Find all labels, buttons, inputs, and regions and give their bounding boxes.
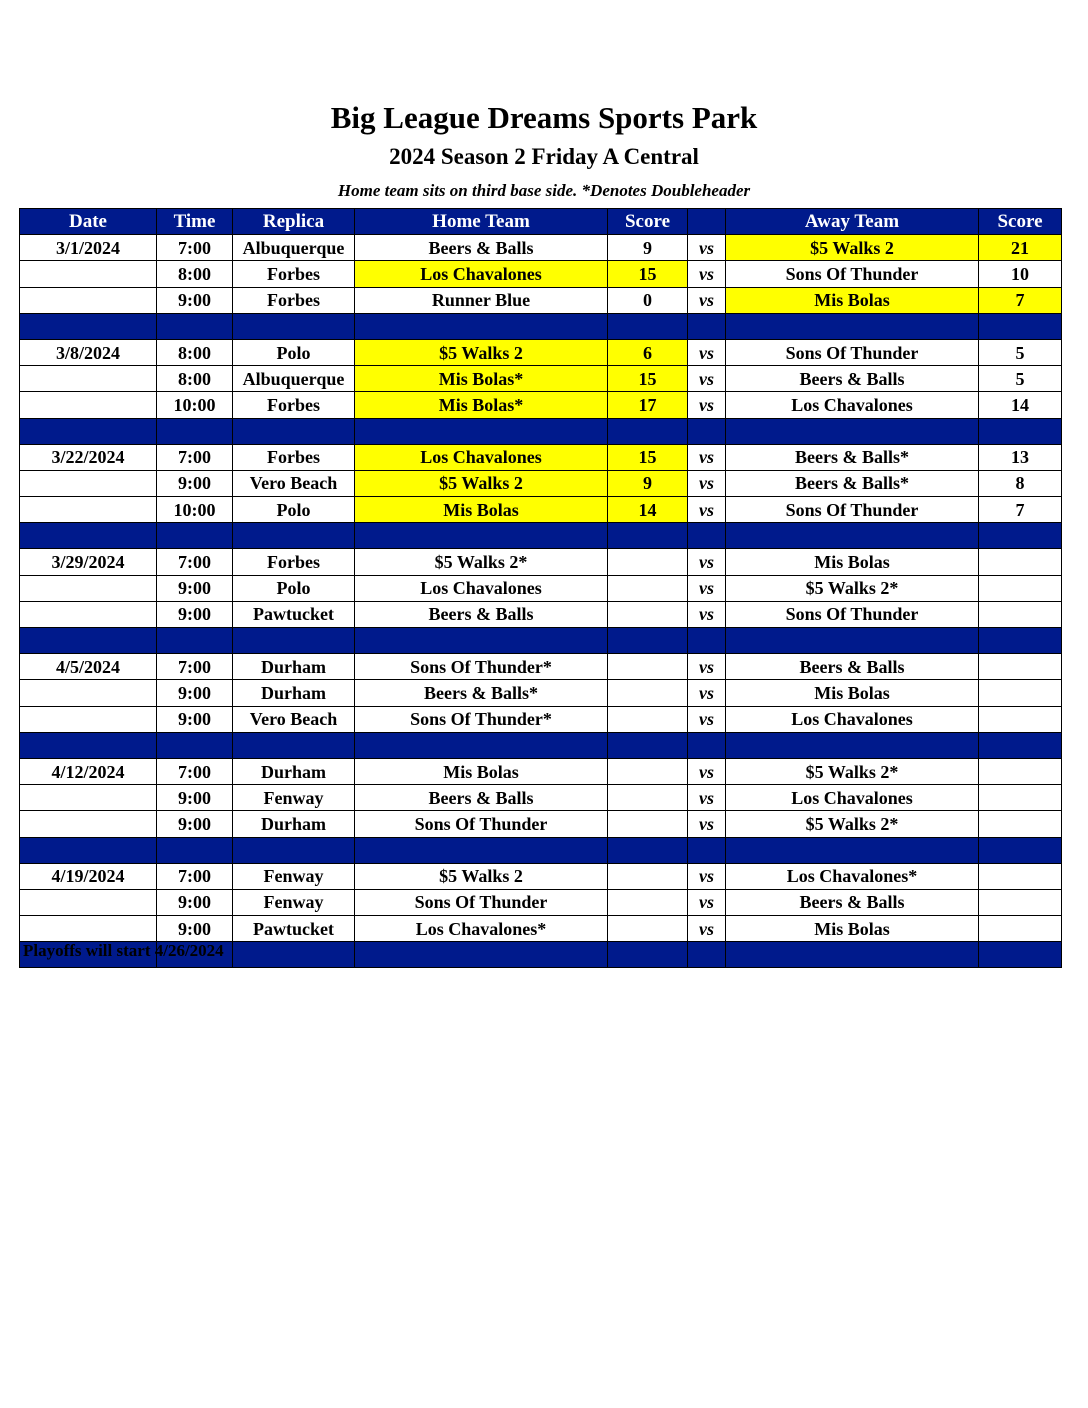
game-time: 8:00 xyxy=(157,366,233,392)
away-team: Beers & Balls xyxy=(726,366,979,392)
home-team: Mis Bolas* xyxy=(355,366,608,392)
home-score xyxy=(608,758,688,784)
game-date xyxy=(20,889,157,915)
home-team: Los Chavalones* xyxy=(355,916,608,942)
separator-cell xyxy=(233,418,355,444)
home-team: Mis Bolas xyxy=(355,758,608,784)
separator-cell xyxy=(726,837,979,863)
game-date: 3/8/2024 xyxy=(20,339,157,365)
home-team: Sons Of Thunder xyxy=(355,811,608,837)
game-row xyxy=(20,339,1062,365)
week-separator-row xyxy=(20,732,1062,758)
away-team: Beers & Balls* xyxy=(726,470,979,496)
separator-cell xyxy=(233,942,355,968)
game-row xyxy=(20,366,1062,392)
separator-cell xyxy=(726,732,979,758)
game-time: 7:00 xyxy=(157,549,233,575)
separator-cell xyxy=(608,942,688,968)
separator-cell xyxy=(726,942,979,968)
game-replica: Forbes xyxy=(233,287,355,313)
separator-cell xyxy=(979,418,1062,444)
game-replica: Albuquerque xyxy=(233,235,355,261)
separator-cell xyxy=(688,523,726,549)
game-replica: Durham xyxy=(233,758,355,784)
separator-cell xyxy=(726,313,979,339)
home-team: Beers & Balls* xyxy=(355,680,608,706)
home-score xyxy=(608,785,688,811)
away-score: 8 xyxy=(979,470,1062,496)
away-score xyxy=(979,706,1062,732)
away-team: Los Chavalones* xyxy=(726,863,979,889)
vs-label: vs xyxy=(688,339,726,365)
home-score xyxy=(608,575,688,601)
separator-cell xyxy=(20,837,157,863)
game-row xyxy=(20,392,1062,418)
away-team: Beers & Balls* xyxy=(726,444,979,470)
week-separator-row xyxy=(20,313,1062,339)
game-row xyxy=(20,706,1062,732)
separator-cell xyxy=(608,313,688,339)
home-team: Sons Of Thunder* xyxy=(355,706,608,732)
separator-cell xyxy=(688,418,726,444)
home-score xyxy=(608,706,688,732)
vs-label: vs xyxy=(688,261,726,287)
separator-cell xyxy=(979,523,1062,549)
away-team: Beers & Balls xyxy=(726,654,979,680)
away-score xyxy=(979,758,1062,784)
home-score: 0 xyxy=(608,287,688,313)
separator-cell xyxy=(20,732,157,758)
home-score xyxy=(608,654,688,680)
separator-cell xyxy=(157,418,233,444)
game-replica: Polo xyxy=(233,575,355,601)
game-replica: Durham xyxy=(233,680,355,706)
separator-cell xyxy=(608,523,688,549)
game-time: 10:00 xyxy=(157,392,233,418)
game-replica: Fenway xyxy=(233,889,355,915)
separator-cell xyxy=(688,732,726,758)
away-score xyxy=(979,549,1062,575)
separator-cell xyxy=(355,418,608,444)
separator-cell xyxy=(157,628,233,654)
game-row xyxy=(20,287,1062,313)
game-date xyxy=(20,680,157,706)
home-team: $5 Walks 2 xyxy=(355,470,608,496)
separator-cell xyxy=(688,313,726,339)
home-team: $5 Walks 2 xyxy=(355,339,608,365)
home-score: 15 xyxy=(608,261,688,287)
separator-cell xyxy=(726,418,979,444)
game-row xyxy=(20,444,1062,470)
separator-cell xyxy=(688,628,726,654)
separator-cell xyxy=(979,942,1062,968)
game-replica: Pawtucket xyxy=(233,601,355,627)
vs-label: vs xyxy=(688,601,726,627)
schedule-body xyxy=(20,235,1062,968)
separator-cell xyxy=(688,837,726,863)
separator-cell xyxy=(20,418,157,444)
game-row xyxy=(20,811,1062,837)
home-score: 14 xyxy=(608,497,688,523)
vs-label: vs xyxy=(688,811,726,837)
vs-label: vs xyxy=(688,287,726,313)
away-score: 21 xyxy=(979,235,1062,261)
game-date: 3/22/2024 xyxy=(20,444,157,470)
week-separator-row xyxy=(20,418,1062,444)
separator-cell xyxy=(608,837,688,863)
away-score: 5 xyxy=(979,339,1062,365)
home-score: 15 xyxy=(608,366,688,392)
away-score: 5 xyxy=(979,366,1062,392)
game-time: 9:00 xyxy=(157,889,233,915)
away-team: $5 Walks 2* xyxy=(726,575,979,601)
away-team: $5 Walks 2* xyxy=(726,758,979,784)
game-replica: Vero Beach xyxy=(233,706,355,732)
away-team: Sons Of Thunder xyxy=(726,261,979,287)
away-score xyxy=(979,680,1062,706)
vs-label: vs xyxy=(688,863,726,889)
away-team: Sons Of Thunder xyxy=(726,601,979,627)
away-score: 10 xyxy=(979,261,1062,287)
separator-cell xyxy=(355,942,608,968)
game-date xyxy=(20,811,157,837)
game-date xyxy=(20,392,157,418)
col-header-away-team: Away Team xyxy=(726,209,979,235)
separator-cell xyxy=(979,628,1062,654)
game-row xyxy=(20,470,1062,496)
away-score xyxy=(979,863,1062,889)
away-team: Mis Bolas xyxy=(726,287,979,313)
game-row xyxy=(20,889,1062,915)
separator-cell xyxy=(20,313,157,339)
vs-label: vs xyxy=(688,916,726,942)
home-score xyxy=(608,863,688,889)
home-team: Mis Bolas xyxy=(355,497,608,523)
away-score xyxy=(979,916,1062,942)
game-date xyxy=(20,497,157,523)
game-time: 10:00 xyxy=(157,497,233,523)
game-time: 9:00 xyxy=(157,706,233,732)
vs-label: vs xyxy=(688,392,726,418)
home-score xyxy=(608,916,688,942)
away-team: Mis Bolas xyxy=(726,549,979,575)
home-score xyxy=(608,889,688,915)
game-date: 3/29/2024 xyxy=(20,549,157,575)
game-replica: Polo xyxy=(233,339,355,365)
separator-cell xyxy=(20,523,157,549)
col-header-time: Time xyxy=(157,209,233,235)
separator-cell xyxy=(20,628,157,654)
game-date xyxy=(20,601,157,627)
home-team: $5 Walks 2 xyxy=(355,863,608,889)
vs-label: vs xyxy=(688,497,726,523)
home-score: 9 xyxy=(608,470,688,496)
vs-label: vs xyxy=(688,758,726,784)
game-row xyxy=(20,549,1062,575)
col-header-vs xyxy=(688,209,726,235)
vs-label: vs xyxy=(688,680,726,706)
game-date xyxy=(20,366,157,392)
separator-cell xyxy=(355,628,608,654)
game-time: 9:00 xyxy=(157,287,233,313)
home-score: 9 xyxy=(608,235,688,261)
game-row xyxy=(20,758,1062,784)
home-score: 6 xyxy=(608,339,688,365)
away-score xyxy=(979,601,1062,627)
game-time: 7:00 xyxy=(157,863,233,889)
away-score xyxy=(979,785,1062,811)
home-score: 15 xyxy=(608,444,688,470)
home-team: Sons Of Thunder xyxy=(355,889,608,915)
game-replica: Pawtucket xyxy=(233,916,355,942)
game-time: 9:00 xyxy=(157,601,233,627)
separator-cell xyxy=(979,837,1062,863)
home-team: Beers & Balls xyxy=(355,601,608,627)
game-replica: Forbes xyxy=(233,549,355,575)
game-row xyxy=(20,575,1062,601)
home-score: 17 xyxy=(608,392,688,418)
home-team: Runner Blue xyxy=(355,287,608,313)
away-score: 14 xyxy=(979,392,1062,418)
game-date xyxy=(20,706,157,732)
away-score xyxy=(979,811,1062,837)
vs-label: vs xyxy=(688,785,726,811)
separator-cell xyxy=(608,418,688,444)
separator-cell xyxy=(355,313,608,339)
game-date: 4/19/2024 xyxy=(20,863,157,889)
game-row xyxy=(20,680,1062,706)
game-time: 7:00 xyxy=(157,758,233,784)
separator-cell xyxy=(233,628,355,654)
away-score xyxy=(979,575,1062,601)
game-date xyxy=(20,785,157,811)
vs-label: vs xyxy=(688,575,726,601)
schedule-table xyxy=(19,208,1062,968)
game-time: 7:00 xyxy=(157,235,233,261)
game-replica: Durham xyxy=(233,811,355,837)
vs-label: vs xyxy=(688,654,726,680)
game-row xyxy=(20,654,1062,680)
game-time: 9:00 xyxy=(157,916,233,942)
schedule-note: Home team sits on third base side. *Denotes Doubleheader xyxy=(337,181,751,200)
away-team: Mis Bolas xyxy=(726,916,979,942)
game-row xyxy=(20,863,1062,889)
game-replica: Durham xyxy=(233,654,355,680)
game-time: 7:00 xyxy=(157,444,233,470)
page-title: Big League Dreams Sports Park xyxy=(330,100,758,135)
col-header-home-team: Home Team xyxy=(355,209,608,235)
vs-label: vs xyxy=(688,470,726,496)
game-date: 4/12/2024 xyxy=(20,758,157,784)
game-replica: Forbes xyxy=(233,261,355,287)
game-row xyxy=(20,497,1062,523)
week-separator-row xyxy=(20,837,1062,863)
separator-cell xyxy=(157,837,233,863)
separator-cell xyxy=(608,628,688,654)
separator-cell xyxy=(688,942,726,968)
home-team: Los Chavalones xyxy=(355,575,608,601)
vs-label: vs xyxy=(688,366,726,392)
vs-label: vs xyxy=(688,549,726,575)
home-team: Los Chavalones xyxy=(355,261,608,287)
home-team: $5 Walks 2* xyxy=(355,549,608,575)
home-team: Beers & Balls xyxy=(355,785,608,811)
separator-cell xyxy=(157,732,233,758)
game-row xyxy=(20,235,1062,261)
game-time: 9:00 xyxy=(157,470,233,496)
week-separator-row xyxy=(20,523,1062,549)
vs-label: vs xyxy=(688,706,726,732)
away-team: $5 Walks 2 xyxy=(726,235,979,261)
away-team: $5 Walks 2* xyxy=(726,811,979,837)
home-team: Sons Of Thunder* xyxy=(355,654,608,680)
game-replica: Fenway xyxy=(233,785,355,811)
away-score: 7 xyxy=(979,497,1062,523)
away-team: Los Chavalones xyxy=(726,392,979,418)
home-score xyxy=(608,549,688,575)
game-replica: Vero Beach xyxy=(233,470,355,496)
away-score xyxy=(979,889,1062,915)
game-time: 9:00 xyxy=(157,785,233,811)
game-replica: Forbes xyxy=(233,444,355,470)
game-row xyxy=(20,916,1062,942)
game-time: 9:00 xyxy=(157,575,233,601)
header-row xyxy=(20,209,1062,235)
week-separator-row xyxy=(20,628,1062,654)
away-score xyxy=(979,654,1062,680)
home-score xyxy=(608,601,688,627)
game-row xyxy=(20,785,1062,811)
home-score xyxy=(608,680,688,706)
separator-cell xyxy=(233,837,355,863)
game-time: 9:00 xyxy=(157,680,233,706)
col-header-date: Date xyxy=(20,209,157,235)
game-time: 8:00 xyxy=(157,339,233,365)
game-replica: Albuquerque xyxy=(233,366,355,392)
game-date: 3/1/2024 xyxy=(20,235,157,261)
col-header-replica: Replica xyxy=(233,209,355,235)
separator-cell xyxy=(233,523,355,549)
separator-cell xyxy=(979,732,1062,758)
away-team: Sons Of Thunder xyxy=(726,497,979,523)
separator-cell xyxy=(233,313,355,339)
away-team: Los Chavalones xyxy=(726,785,979,811)
game-date xyxy=(20,470,157,496)
game-replica: Polo xyxy=(233,497,355,523)
game-time: 8:00 xyxy=(157,261,233,287)
game-row xyxy=(20,261,1062,287)
away-team: Sons Of Thunder xyxy=(726,339,979,365)
game-date: 4/5/2024 xyxy=(20,654,157,680)
col-header-away-score: Score xyxy=(979,209,1062,235)
playoffs-note: Playoffs will start 4/26/2024 xyxy=(23,941,224,960)
separator-cell xyxy=(355,837,608,863)
home-team: Beers & Balls xyxy=(355,235,608,261)
away-team: Beers & Balls xyxy=(726,889,979,915)
away-team: Los Chavalones xyxy=(726,706,979,732)
separator-cell xyxy=(233,732,355,758)
separator-cell xyxy=(979,313,1062,339)
game-date xyxy=(20,261,157,287)
separator-cell xyxy=(157,313,233,339)
game-row xyxy=(20,601,1062,627)
separator-cell xyxy=(726,628,979,654)
game-time: 7:00 xyxy=(157,654,233,680)
home-score xyxy=(608,811,688,837)
separator-cell xyxy=(608,732,688,758)
game-replica: Fenway xyxy=(233,863,355,889)
vs-label: vs xyxy=(688,235,726,261)
game-date xyxy=(20,575,157,601)
separator-cell xyxy=(355,732,608,758)
home-team: Mis Bolas* xyxy=(355,392,608,418)
vs-label: vs xyxy=(688,889,726,915)
page-subtitle: 2024 Season 2 Friday A Central xyxy=(389,144,699,169)
home-team: Los Chavalones xyxy=(355,444,608,470)
separator-cell xyxy=(355,523,608,549)
away-score: 13 xyxy=(979,444,1062,470)
away-score: 7 xyxy=(979,287,1062,313)
away-team: Mis Bolas xyxy=(726,680,979,706)
game-date xyxy=(20,287,157,313)
game-date xyxy=(20,916,157,942)
col-header-home-score: Score xyxy=(608,209,688,235)
separator-cell xyxy=(157,523,233,549)
game-time: 9:00 xyxy=(157,811,233,837)
separator-cell xyxy=(726,523,979,549)
vs-label: vs xyxy=(688,444,726,470)
game-replica: Forbes xyxy=(233,392,355,418)
